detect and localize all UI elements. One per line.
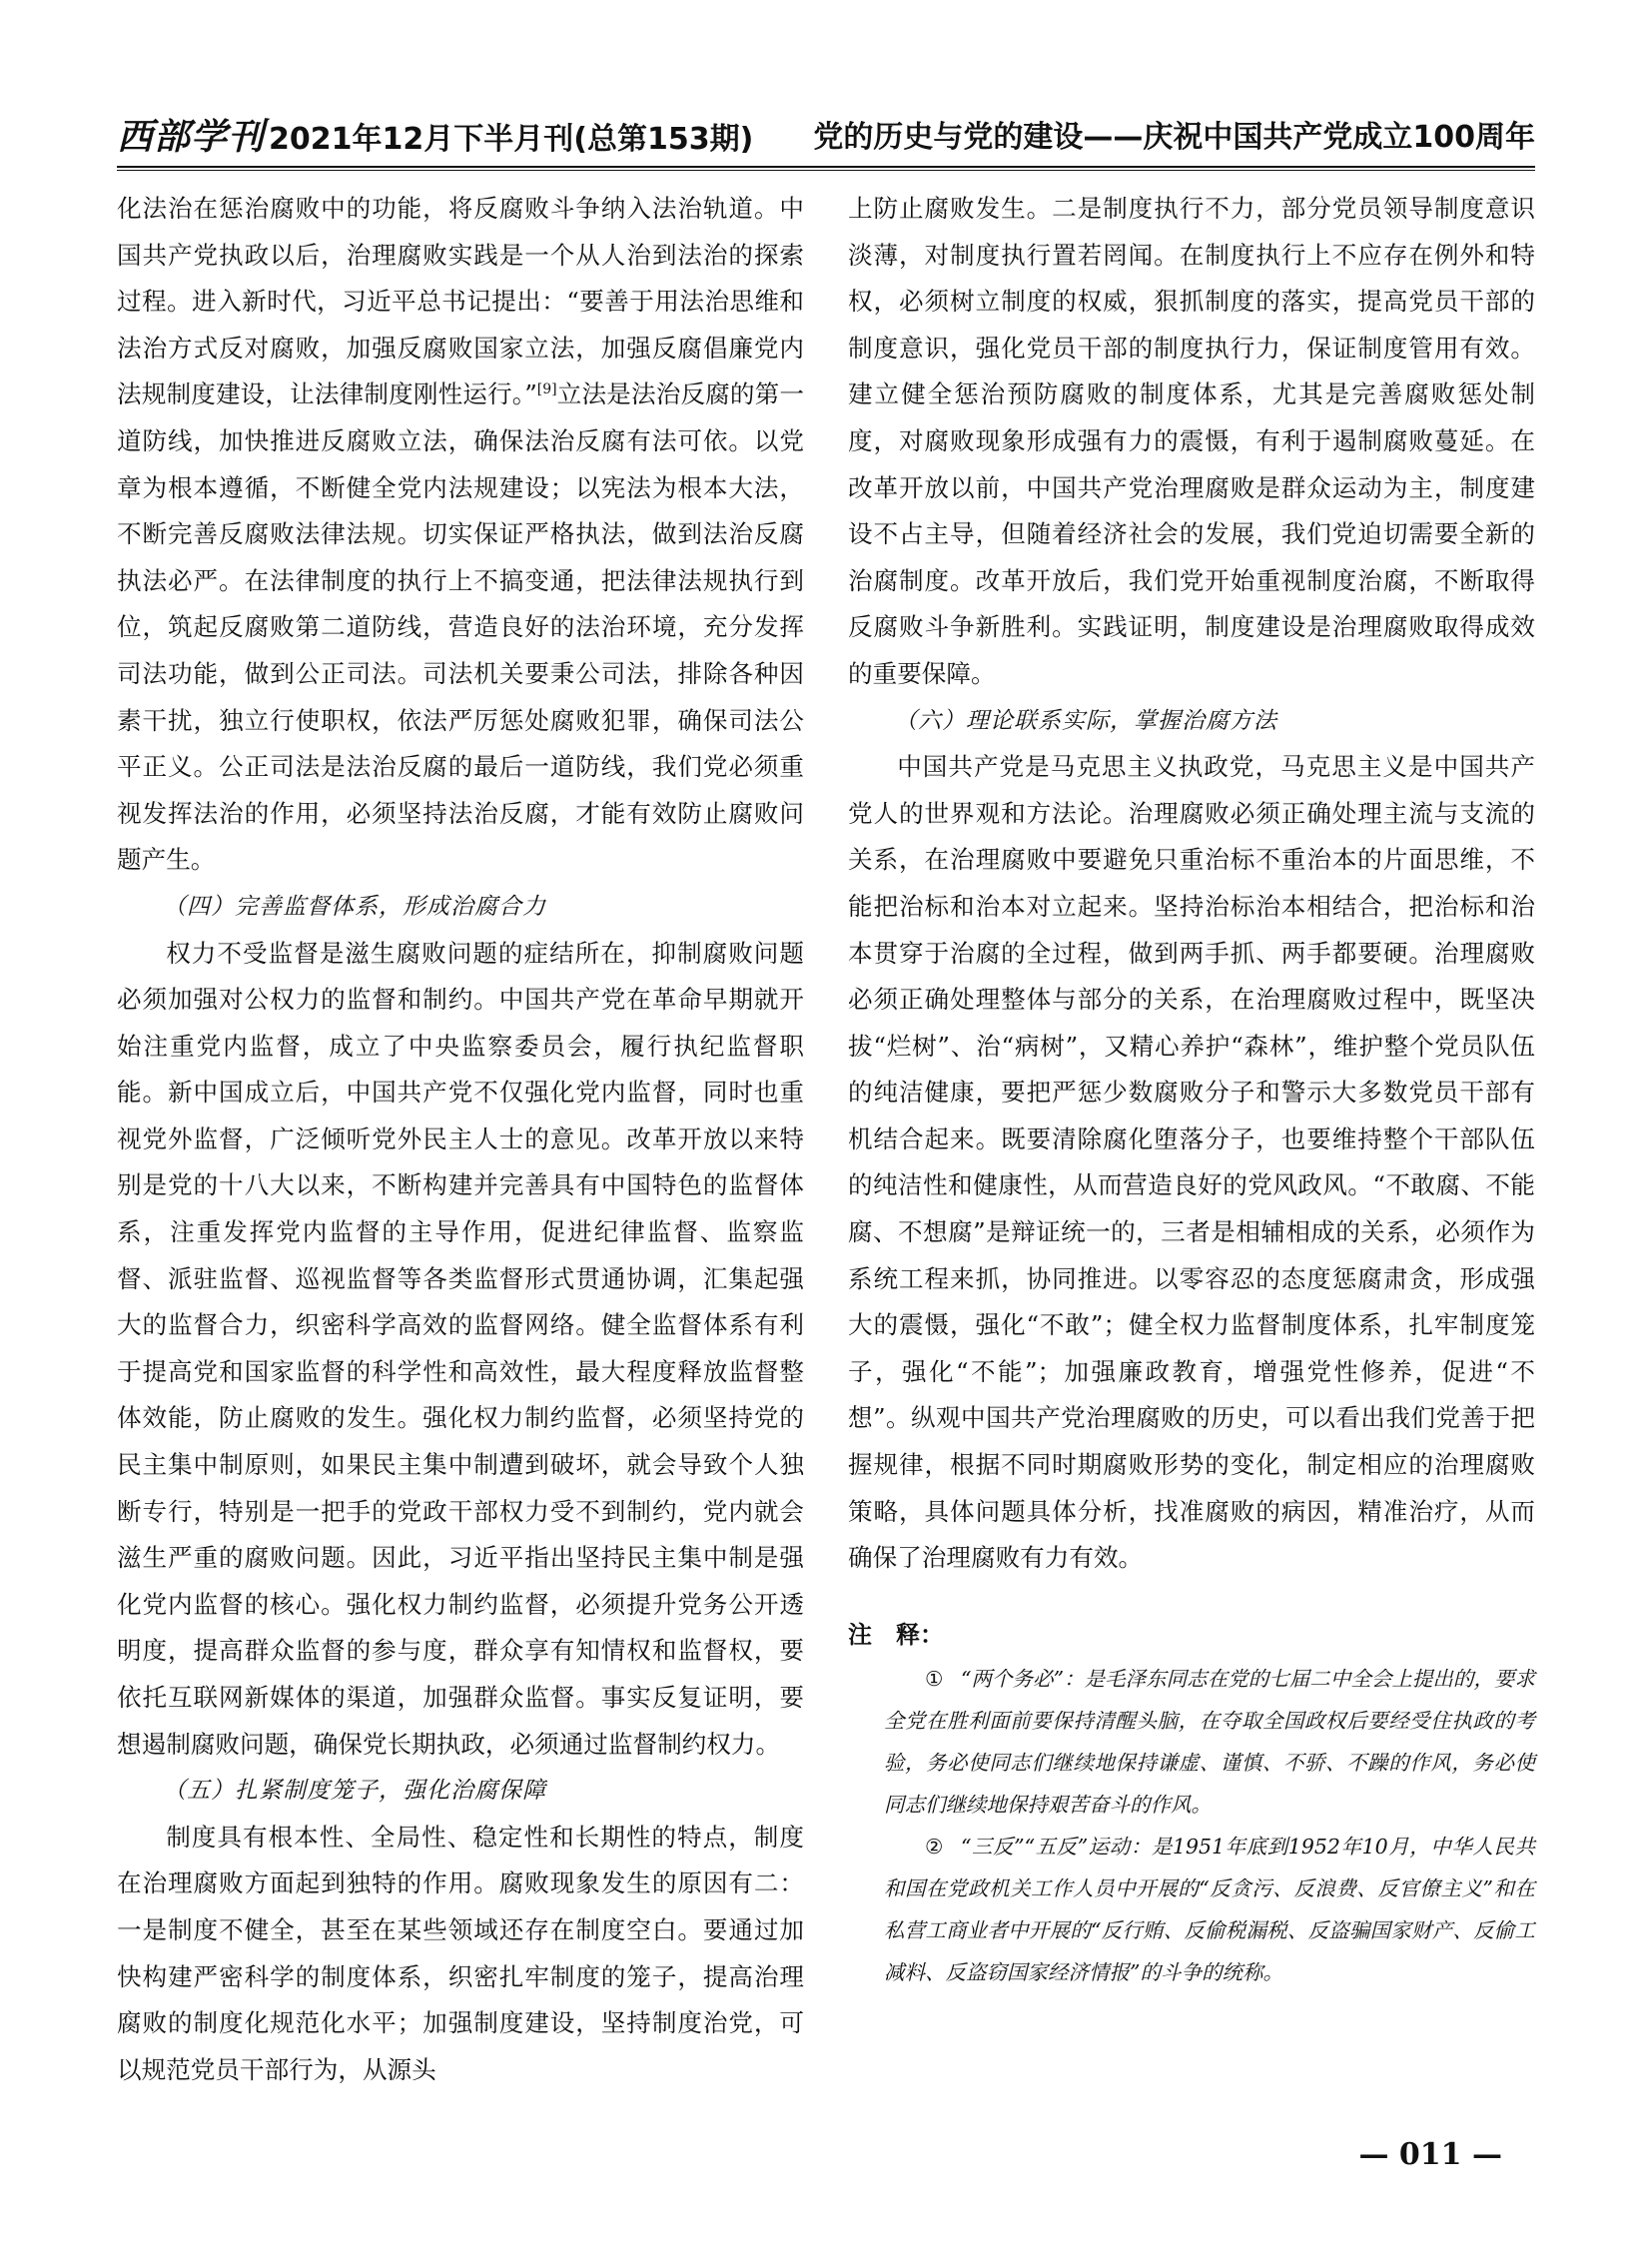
citation-ref: [9]	[536, 381, 557, 398]
section-heading-4: （四）完善监督体系，形成治腐合力	[163, 893, 546, 920]
footnote-text: “两个务必”：是毛泽东同志在党的七届二中全会上提出的，要求全党在胜利面前要保持清醒头脑，在夺取全国政权后要经受住执政的考验，务必使同志们继续地保持谦虚、谨慎、不骄、不躁的作风，务必使同志们继续地保持艰苦奋斗的作风。	[884, 1666, 1535, 1817]
section-heading-5: （五）扎紧制度笼子，强化治腐保障	[163, 1778, 546, 1805]
issue-info: 2021年12月下半月刊(总第153期)	[269, 121, 754, 157]
page-header	[117, 108, 1535, 160]
page-number: — 011 —	[1358, 2137, 1502, 2172]
footnote-number: ②	[925, 1834, 944, 1859]
footnote-2	[848, 1826, 1535, 1993]
footnote-text: “三反”“五反”运动：是1951年底到1952年10月，中华人民共和国在党政机关工作人员中开展的“反贪污、反浪费、反官僚主义”和在私营工商业者中开展的“反行贿、反偷税漏税、反盗骗国家财产、反偷工减料、反盗窃国家经济情报”的斗争的统称。	[884, 1834, 1535, 1984]
paragraph: 权力不受监督是滋生腐败问题的症结所在，抑制腐败问题必须加强对公权力的监督和制约。中国共产党在革命早期就开始注重党内监督，成立了中央监察委员会，履行执纪监督职能。新中国成立后，中国共产党不仅强化党内监督，同时也重视党外监督，广泛倾听党外民主人士的意见。改革开放以来特别是党的十八大以来，不断构建并完善具有中国特色的监督体系，注重发挥党内监督的主导作用，促进纪律监督、监察监督、派驻监督、巡视监督等各类监督形式贯通协调，汇集起强大的监督合力，织密科学高效的监督网络。健全监督体系有利于提高党和国家监督的科学性和高效性，最大程度释放监督整体效能，防止腐败的发生。强化权力制约监督，必须坚持党的民主集中制原则，如果民主集中制遭到破坏，就会导致个人独断专行，特别是一把手的党政干部权力受不到制约，党内就会滋生严重的腐败问题。因此，习近平指出坚持民主集中制是强化党内监督的核心。强化权力制约监督，必须提升党务公开透明度，提高群众监督的参与度，群众享有知情权和监督权，要依托互联网新媒体的渠道，加强群众监督。事实反复证明，要想遏制腐败问题，确保党长期执政，必须通过监督制约权力。	[117, 938, 804, 1759]
section-heading-6: （六）理论联系实际，掌握治腐方法	[894, 707, 1277, 734]
section-title: 党的历史与党的建设——庆祝中国共产党成立100周年	[813, 120, 1535, 155]
footnote-1	[848, 1658, 1535, 1826]
header-rule-thin	[117, 170, 1535, 171]
paragraph: 制度具有根本性、全局性、稳定性和长期性的特点，制度在治理腐败方面起到独特的作用。腐败现象发生的原因有二：一是制度不健全，甚至在某些领域还存在制度空白。要通过加快构建严密科学的制度体系，织密扎牢制度的笼子，提高治理腐败的制度化规范化水平；加强制度建设，坚持制度治党，可以规范党员干部行为，从源头	[117, 1822, 804, 2084]
paragraph	[117, 186, 804, 884]
header-left	[117, 109, 753, 160]
left-column	[117, 186, 804, 2093]
right-column	[848, 186, 1535, 1993]
notes-title: 注 释：	[848, 1620, 944, 1649]
paragraph: 上防止腐败发生。二是制度执行不力，部分党员领导制度意识淡薄，对制度执行置若罔闻。在制度执行上不应存在例外和特权，必须树立制度的权威，狠抓制度的落实，提高党员干部的制度意识，强化党员干部的制度执行力，保证制度管用有效。建立健全惩治预防腐败的制度体系，尤其是完善腐败惩处制度，对腐败现象形成强有力的震慑，有利于遏制腐败蔓延。在改革开放以前，中国共产党治理腐败是群众运动为主，制度建设不占主导，但随着经济社会的发展，我们党迫切需要全新的治腐制度。改革开放后，我们党开始重视制度治腐，不断取得反腐败斗争新胜利。实践证明，制度建设是治理腐败取得成效的重要保障。	[848, 194, 1535, 688]
footnotes	[848, 1582, 1535, 1993]
paragraph-text: 立法是法治反腐的第一道防线，加快推进反腐败立法，确保法治反腐有法可依。以党章为根本遵循，不断健全党内法规建设；以宪法为根本大法，不断完善反腐败法律法规。切实保证严格执法，做到法治反腐执法必严。在法律制度的执行上不搞变通，把法律法规执行到位，筑起反腐败第二道防线，营造良好的法治环境，充分发挥司法功能，做到公正司法。司法机关要秉公司法，排除各种因素干扰，独立行使职权，依法严厉惩处腐败犯罪，确保司法公平正义。公正司法是法治反腐的最后一道防线，我们党必须重视发挥法治的作用，必须坚持法治反腐，才能有效防止腐败问题产生。	[117, 379, 804, 875]
paragraph-text: 化法治在惩治腐败中的功能，将反腐败斗争纳入法治轨道。中国共产党执政以后，治理腐败实践是一个从人治到法治的探索过程。进入新时代，习近平总书记提出：“要善于用法治思维和法治方式反对腐败，加强反腐败国家立法，加强反腐倡廉党内法规制度建设，让法律制度刚性运行。”	[117, 194, 804, 409]
paragraph: 中国共产党是马克思主义执政党，马克思主义是中国共产党人的世界观和方法论。治理腐败必须正确处理主流与支流的关系，在治理腐败中要避免只重治标不重治本的片面思维，不能把治标和治本对立起来。坚持治标治本相结合，把治标和治本贯穿于治腐的全过程，做到两手抓、两手都要硬。治理腐败必须正确处理整体与部分的关系，在治理腐败过程中，既坚决拔“烂树”、治“病树”，又精心养护“森林”，维护整个党员队伍的纯洁健康，要把严惩少数腐败分子和警示大多数党员干部有机结合起来。既要清除腐化堕落分子，也要维持整个干部队伍的纯洁性和健康性，从而营造良好的党风政风。“不敢腐、不能腐、不想腐”是辩证统一的，三者是相辅相成的关系，必须作为系统工程来抓，协同推进。以零容忍的态度惩腐肃贪，形成强大的震慑，强化“不敢”；健全权力监督制度体系，扎牢制度笼子，强化“不能”；加强廉政教育，增强党性修养，促进“不想”。纵观中国共产党治理腐败的历史，可以看出我们党善于把握规律，根据不同时期腐败形势的变化，制定相应的治理腐败策略，具体问题具体分析，找准腐败的病因，精准治疗，从而确保了治理腐败有力有效。	[848, 752, 1535, 1573]
footnote-number: ①	[925, 1666, 944, 1691]
journal-logo: 西部学刊	[117, 115, 266, 158]
header-rule	[117, 166, 1535, 168]
